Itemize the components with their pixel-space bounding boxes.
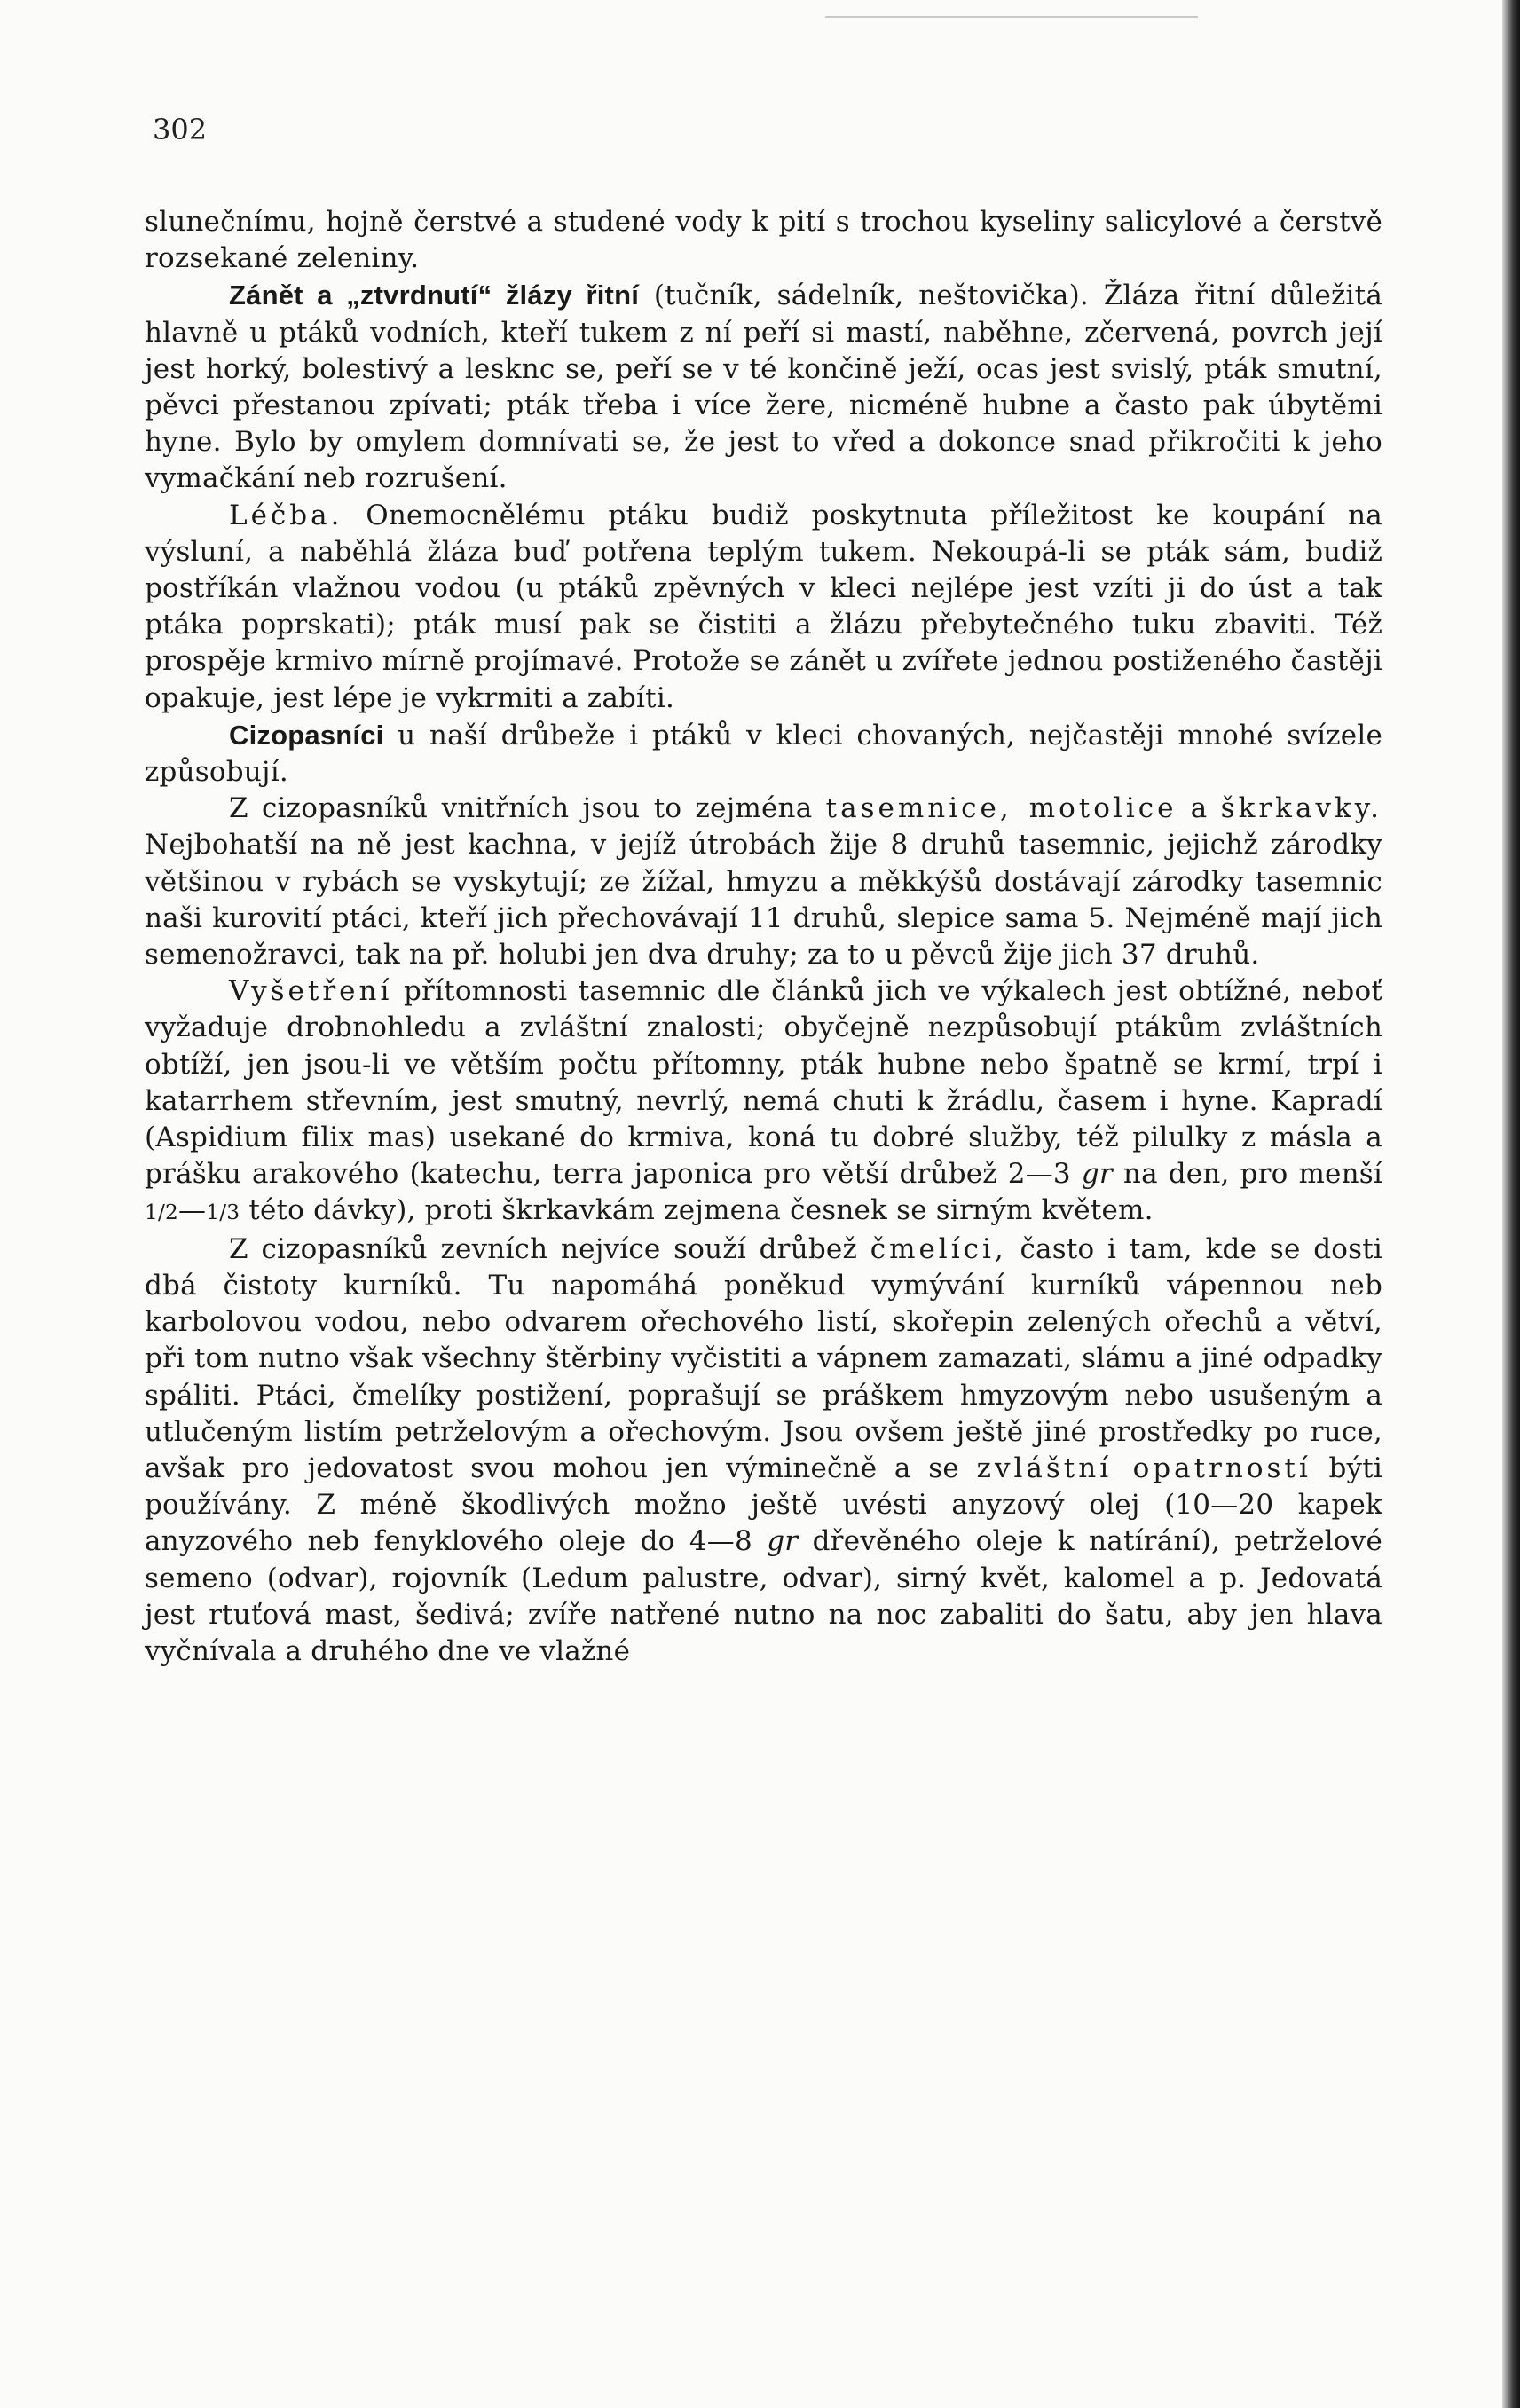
paragraph-6-text-b: na den, pro menší bbox=[1112, 1158, 1382, 1191]
paragraph-2-text: (tučník, sádelník, neštovička). Žláza řitní důležitá hlavně u ptáků vodních, kteří tukem z ní peří si mastí, naběhne, zčervená, povrch její jest horký, bolestivý a lesknc se, peří se v té končině ježí, ocas jest svislý, pták smutní, pěvci přestanou zpívati; pták třeba i více žere, nicméně hubne a často pak úbytěmi hyne. Bylo by omylem domnívati se, že jest to vřed a dokonce snad přikročiti k jeho vymačkání neb rozrušení. bbox=[145, 279, 1382, 495]
paragraph-7 bbox=[145, 1232, 1382, 1670]
paragraph-7-text-a: Z cizopasníků zevních nejvíce souží drůbež bbox=[229, 1232, 870, 1265]
fraction-half: 1/2 bbox=[145, 1200, 179, 1225]
fraction-dash: — bbox=[178, 1194, 207, 1227]
scan-artifact-rule bbox=[825, 16, 1198, 18]
paragraph-5-text-c: Nejbohatší na ně jest kachna, v jejíž útrobách žije 8 druhů tasemnic, jejichž zárodky většinou v rybách se vyskytují; ze žížal, hmyzu a měkkýšů dostávají zárodky tasemnic naši kurovití ptáci, kteří jich přechovávají 11 druhů, slepice sama 5. Nejméně mají jich semenožravci, tak na př. holubi jen dva druhy; za to u pěvců žije jich 37 druhů. bbox=[145, 829, 1382, 972]
paragraph-4 bbox=[145, 717, 1382, 791]
unit-gr: gr bbox=[1081, 1158, 1113, 1191]
term-tasemnice-motolice: tasemnice, motolice bbox=[825, 792, 1177, 825]
paragraph-3-text: Onemocnělému ptáku budiž poskytnuta příležitost ke koupání na výsluní, a naběhlá žláza buď potřena teplým tukem. Nekoupá-li se pták sám, budiž postříkán vlažnou vodou (u ptáků zpěvných v kleci nejlépe jest vzíti ji do úst a tak ptáka poprskati); pták musí pak se čistiti a žlázu přebytečného tuku zbaviti. Též prospěje krmivo mírně projímavé. Protože se zánět u zvířete jednou postiženého častěji opakuje, jest lépe je vykrmiti a zabíti. bbox=[145, 499, 1382, 714]
term-zvlastni-opatrnosti: zvláštní opatrností bbox=[976, 1452, 1311, 1484]
paragraph-4-text: u naší drůbeže i ptáků v kleci chovaných, nejčastěji mnohé svízele způsobují. bbox=[145, 719, 1382, 789]
paragraph-5-text-a: Z cizopasníků vnitřních jsou to zejména bbox=[229, 792, 826, 825]
paragraph-6-text-c: této dávky), proti škrkavkám zejmena česnek se sirným květem. bbox=[240, 1194, 1154, 1227]
paragraph-5-text-b: a bbox=[1177, 792, 1221, 825]
paragraph-5 bbox=[145, 791, 1382, 973]
term-cmelici: čmelíci, bbox=[870, 1232, 1007, 1265]
body-text bbox=[145, 204, 1382, 1670]
lecba-label: Léčba. bbox=[229, 499, 343, 531]
page-number: 302 bbox=[153, 113, 208, 146]
paragraph-6-text-a: přítomnosti tasemnic dle článků jich ve výkalech jest obtížné, neboť vyžaduje drobnohledu a zvláštní znalosti; obyčejně nezpůsobují ptákům zvláštních obtíží, jen jsou-li ve větším počtu přítomny, pták hubne nebo špatně se krmí, trpí i katarrhem střevním, jest smutný, nevrlý, nemá chuti k žrádlu, časem i hyne. Kapradí (Aspidium filix mas) usekané do krmiva, koná tu dobré služby, též pilulky z másla a prášku arakového (katechu, terra japonica pro větší drůbež 2—3 bbox=[145, 975, 1382, 1191]
paragraph-3 bbox=[145, 498, 1382, 717]
paragraph-2 bbox=[145, 277, 1382, 497]
scan-edge-shadow bbox=[1502, 0, 1520, 2408]
paragraph-7-text-b: často i tam, kde se dosti dbá čistoty kurníků. Tu napomáhá poněkud vymývání kurníků vápennou neb karbolovou vodou, nebo odvarem ořechového listí, skořepin zelených ořechů a větví, při tom nutno však všechny štěrbiny vyčistiti a vápnem zamazati, slámu a jiné odpadky spáliti. Ptáci, čmelíky postižení, poprašují se práškem hmyzovým nebo usušeným a utlučeným listím petrželovým a ořechovým. Jsou ovšem ještě jiné prostředky po ruce, avšak pro jedovatost svou mohou jen výminečně a se bbox=[145, 1232, 1382, 1484]
paragraph-1: slunečnímu, hojně čerstvé a studené vody k pití s trochou kyseliny salicylové a čerstvě rozsekané zeleniny. bbox=[145, 206, 1382, 275]
fraction-third: 1/3 bbox=[206, 1200, 240, 1225]
unit-gr-2: gr bbox=[767, 1525, 799, 1558]
section-heading-zanet: Zánět a „ztvrdnutí“ žlázy řitní bbox=[229, 279, 640, 311]
term-vysetreni: Vyšetření bbox=[229, 975, 393, 1008]
paragraph-7-text-c: býti používány. Z méně škodlivých možno ještě uvésti anyzový olej (10—20 kapek anyzového neb fenyklového oleje do 4—8 bbox=[145, 1452, 1383, 1558]
term-skrkavky: škrkavky. bbox=[1220, 792, 1382, 825]
paragraph-6 bbox=[145, 973, 1382, 1231]
section-heading-cizopasnici: Cizopasníci bbox=[229, 719, 384, 751]
paragraph-7-text-d: dřevěného oleje k natírání), petrželové semeno (odvar), rojovník (Ledum palustre, odvar), sirný květ, kalomel a p. Jedovatá jest rtuťová mast, šedivá; zvíře natřené nutno na noc zabaliti do šatu, aby jen hlava vyčnívala a druhého dne ve vlažné bbox=[145, 1525, 1382, 1667]
